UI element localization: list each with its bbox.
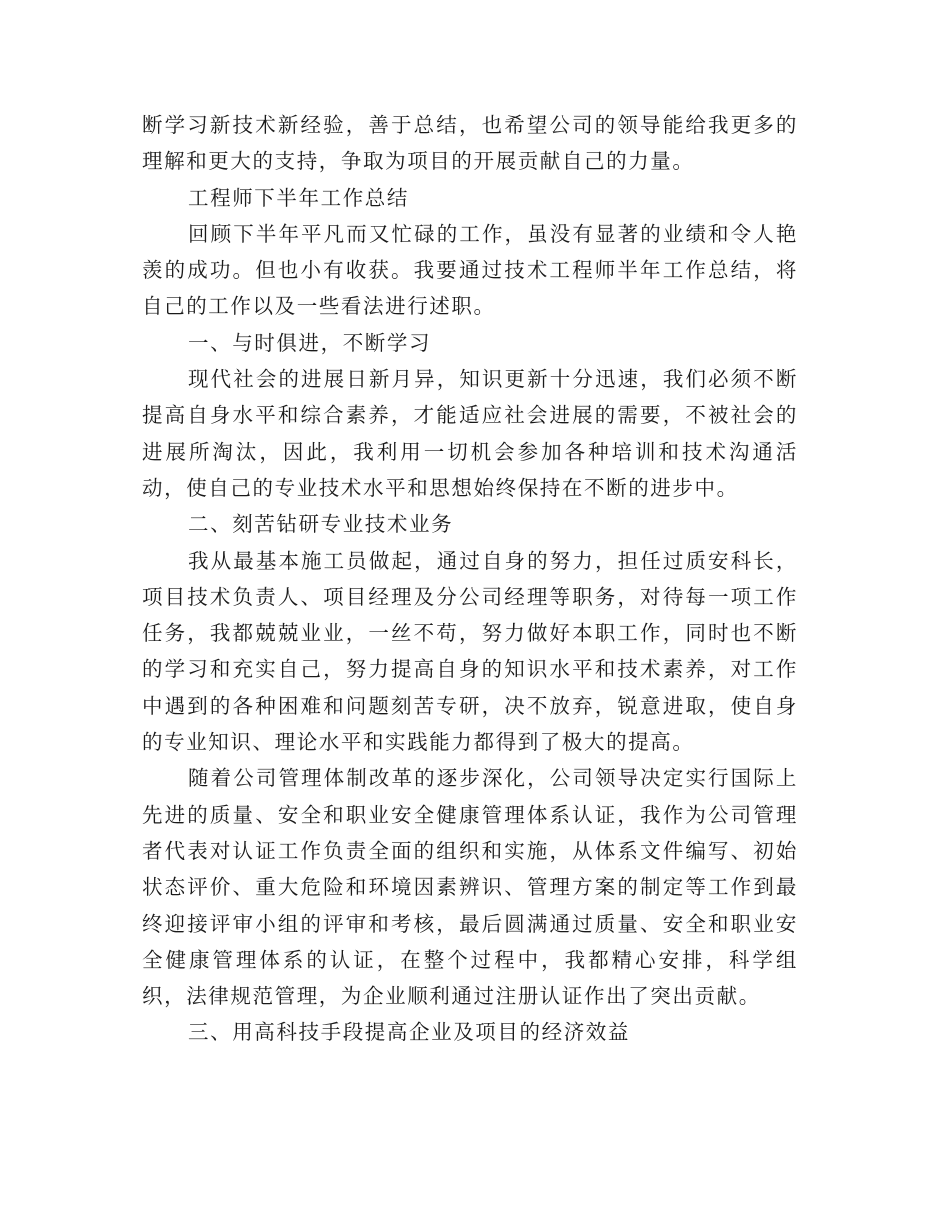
section-heading-1: 一、与时俱进，不断学习: [188, 330, 432, 355]
section-heading-2: 二、刻苦钻研专业技术业务: [188, 512, 454, 537]
section-title: 工程师下半年工作总结: [188, 185, 409, 210]
paragraph-learning: 现代社会的进展日新月异，知识更新十分迅速，我们必须不断提高自身水平和综合素养，才能适应社会进展的需要，不被社会的进展所淘汰，因此，我利用一切机会参加各种培训和技术沟通活动，使自己的专业技术水平和思想始终保持在不断的进步中。: [142, 367, 798, 500]
paragraph-continuation: 断学习新技术新经验，善于总结，也希望公司的领导能给我更多的理解和更大的支持，争取为项目的开展贡献自己的力量。: [142, 113, 798, 174]
paragraph-certification: 随着公司管理体制改革的逐步深化，公司领导决定实行国际上先进的质量、安全和职业安全健康管理体系认证，我作为公司管理者代表对认证工作负责全面的组织和实施，从体系文件编写、初始状态评价、重大危险和环境因素辨识、管理方案的制定等工作到最终迎接评审小组的评审和考核，最后圆满通过质量、安全和职业安全健康管理体系的认证，在整个过程中，我都精心安排，科学组织，法律规范管理，为企业顺利通过注册认证作出了突出贡献。: [142, 766, 798, 1009]
section-heading-3: 三、用高科技手段提高企业及项目的经济效益: [188, 1020, 630, 1045]
paragraph-career: 我从最基本施工员做起，通过自身的努力，担任过质安科长，项目技术负责人、项目经理及分公司经理等职务，对待每一项工作任务，我都兢兢业业，一丝不苟，努力做好本职工作，同时也不断的学习和充实自己，努力提高自身的知识水平和技术素养，对工作中遇到的各种困难和问题刻苦专研，决不放弃，锐意进取，使自身的专业知识、理论水平和实践能力都得到了极大的提高。: [142, 548, 798, 755]
paragraph-intro: 回顾下半年平凡而又忙碌的工作，虽没有显著的业绩和令人艳羡的成功。但也小有收获。我要通过技术工程师半年工作总结，将自己的工作以及一些看法进行述职。: [142, 221, 798, 319]
document-body: [142, 107, 798, 1051]
